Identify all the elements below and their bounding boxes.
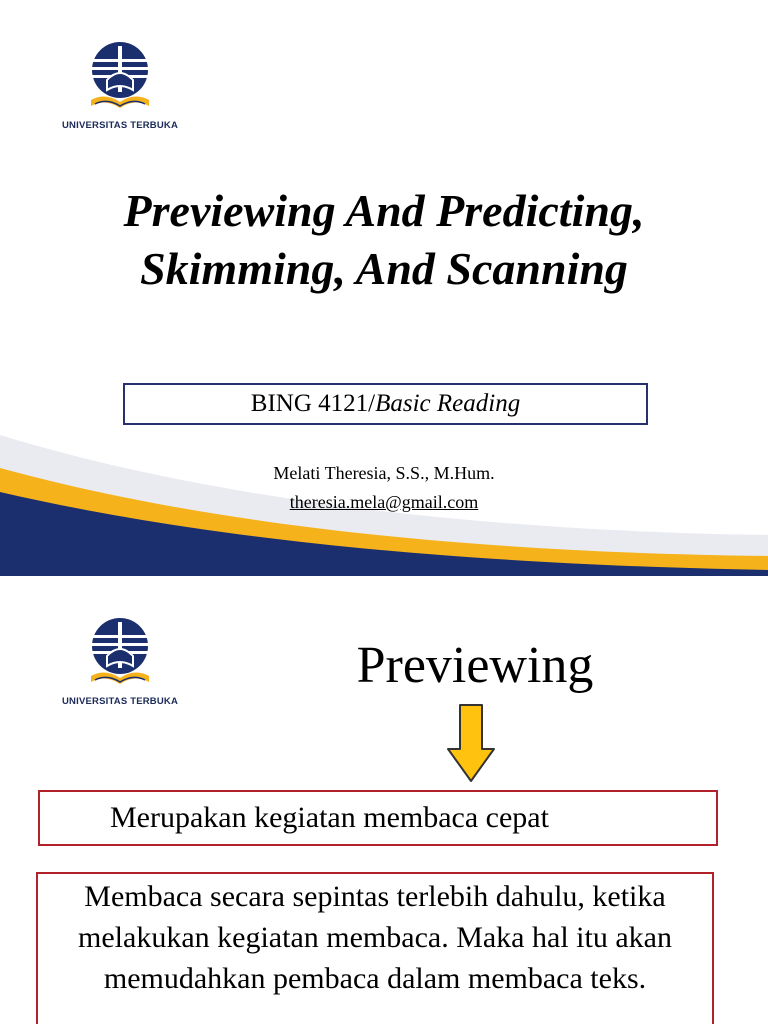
definition-box — [38, 790, 718, 846]
explanation-text: Membaca secara sepintas terlebih dahulu, ketika melakukan kegiatan membaca. Maka hal itu akan memudahkan pembaca dalam membaca teks. — [78, 880, 672, 995]
slide-title: Previewing — [356, 637, 594, 694]
previewing-slide — [0, 576, 768, 1024]
logo-text: UNIVERSITAS TERBUKA — [62, 120, 179, 131]
university-logo — [62, 616, 178, 707]
universitas-terbuka-logo-icon — [85, 616, 155, 694]
slide-title — [40, 182, 728, 298]
definition-text: Merupakan kegiatan membaca cepat — [110, 801, 549, 834]
title-line-2: Skimming, And Scanning — [140, 243, 628, 294]
university-logo — [62, 40, 178, 131]
author-name: Melati Theresia, S.S., M.Hum. — [273, 463, 495, 483]
universitas-terbuka-logo-icon — [85, 40, 155, 118]
title-line-1: Previewing And Predicting, — [123, 185, 645, 236]
course-name: Basic Reading — [375, 390, 521, 417]
author-email-link[interactable]: theresia.mela@gmail.com — [289, 492, 479, 512]
arrow-down-icon — [446, 703, 496, 783]
course-box — [123, 383, 648, 425]
logo-text: UNIVERSITAS TERBUKA — [62, 696, 179, 707]
explanation-box — [36, 872, 714, 1024]
course-code: BING 4121/ — [250, 390, 376, 417]
